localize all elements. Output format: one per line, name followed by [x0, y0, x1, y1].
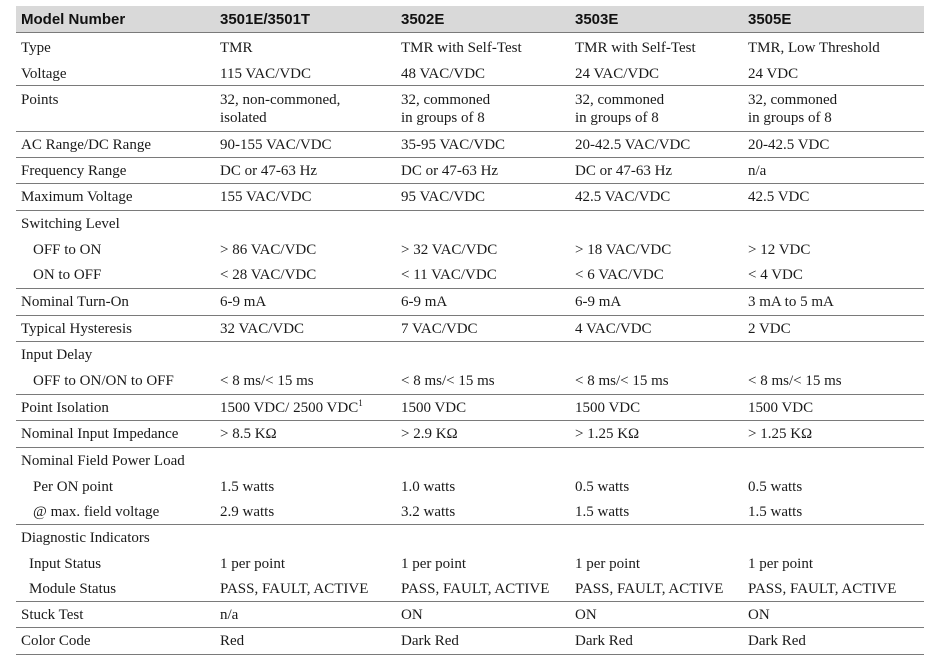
header-cell: 3505E [748, 11, 792, 28]
table-cell: 1 per point [401, 556, 466, 572]
table-body [16, 32, 924, 654]
table-cell: 42.5 VDC [748, 189, 810, 205]
table-cell: < 4 VDC [748, 267, 803, 283]
table-row [16, 447, 924, 524]
table-cell: PASS, FAULT, ACTIVE [220, 581, 369, 597]
table-cell: ON [401, 607, 423, 623]
table-cell: > 2.9 KΩ [401, 426, 458, 442]
table-cell: 24 VAC/VDC [575, 66, 660, 82]
table-cell: 32, commoned [575, 92, 665, 108]
table-cell: 2.9 watts [220, 504, 275, 520]
table-cell: TMR with Self-Test [401, 40, 522, 56]
row-label: Switching Level [21, 216, 120, 232]
row-label: ON to OFF [33, 267, 102, 283]
table-cell: TMR [220, 40, 253, 56]
row-label: Nominal Field Power Load [21, 453, 185, 469]
table-row [16, 341, 924, 394]
row-label: Typical Hysteresis [21, 321, 133, 337]
table-cell: Dark Red [575, 633, 633, 649]
table-cell: 1 per point [220, 556, 285, 572]
table-row [16, 85, 924, 131]
table-cell: ON [575, 607, 597, 623]
table-row [16, 210, 924, 288]
table-cell: > 86 VAC/VDC [220, 242, 317, 258]
table-cell: 1 per point [748, 556, 813, 572]
table-cell: TMR with Self-Test [575, 40, 696, 56]
table-cell: 0.5 watts [748, 479, 803, 495]
table-cell: 155 VAC/VDC [220, 189, 312, 205]
table-cell: 35-95 VAC/VDC [401, 137, 506, 153]
table-row [16, 183, 924, 210]
table-cell: < 8 ms/< 15 ms [401, 373, 495, 389]
row-label: Color Code [21, 633, 91, 649]
table-cell: 3 mA to 5 mA [748, 294, 834, 310]
table-cell: 115 VAC/VDC [220, 66, 311, 82]
table-cell: 20-42.5 VAC/VDC [575, 137, 691, 153]
row-label: AC Range/DC Range [21, 137, 151, 153]
table-cell: < 8 ms/< 15 ms [220, 373, 314, 389]
table-row [16, 288, 924, 315]
table-cell: < 6 VAC/VDC [575, 267, 664, 283]
row-label: Diagnostic Indicators [21, 530, 150, 546]
row-label: Voltage [21, 66, 67, 82]
table-cell: 95 VAC/VDC [401, 189, 486, 205]
table-cell: 4 VAC/VDC [575, 321, 652, 337]
table-cell: 1.0 watts [401, 479, 456, 495]
row-label: Point Isolation [21, 400, 109, 416]
table-cell: > 1.25 KΩ [575, 426, 640, 442]
table-cell: 0.5 watts [575, 479, 630, 495]
table-cell: 1500 VDC/ 2500 VDC$^1$ [220, 398, 363, 416]
table-cell: 24 VDC [748, 66, 799, 82]
table-cell: n/a [748, 163, 767, 179]
header-cell: 3502E [401, 11, 445, 28]
table-cell: Dark Red [748, 633, 806, 649]
table-cell: 3.2 watts [401, 504, 456, 520]
table-cell: TMR, Low Threshold [748, 40, 880, 56]
table-cell: 90-155 VAC/VDC [220, 137, 332, 153]
table-row [16, 131, 924, 157]
table-cell: DC or 47-63 Hz [220, 163, 318, 179]
table-cell: PASS, FAULT, ACTIVE [748, 581, 897, 597]
table-cell: 1.5 watts [220, 479, 275, 495]
table-cell: 1.5 watts [748, 504, 803, 520]
table-cell: 6-9 mA [575, 294, 622, 310]
table-row [16, 524, 924, 601]
table-cell: 7 VAC/VDC [401, 321, 478, 337]
table-cell: > 1.25 KΩ [748, 426, 813, 442]
table-row [16, 420, 924, 447]
table-cell: 1 per point [575, 556, 640, 572]
table-cell: PASS, FAULT, ACTIVE [401, 581, 550, 597]
table-cell: 20-42.5 VDC [748, 137, 830, 153]
table-cell: > 12 VDC [748, 242, 811, 258]
table-row [16, 315, 924, 341]
table-cell: 42.5 VAC/VDC [575, 189, 671, 205]
table-cell: 32, commoned [401, 92, 491, 108]
row-label: Points [21, 92, 59, 108]
table-cell: < 11 VAC/VDC [401, 267, 497, 283]
table-cell: > 32 VAC/VDC [401, 242, 498, 258]
table-cell: 6-9 mA [220, 294, 267, 310]
row-label: Maximum Voltage [21, 189, 133, 205]
row-label: Stuck Test [21, 607, 84, 623]
table-cell: in groups of 8 [401, 110, 485, 126]
row-label: Per ON point [33, 479, 113, 495]
table-cell: 1500 VDC [401, 400, 467, 416]
table-cell: PASS, FAULT, ACTIVE [575, 581, 724, 597]
row-label: Input Status [29, 556, 102, 572]
spec-table [16, 6, 924, 654]
table-row [16, 32, 924, 85]
table-cell: 48 VAC/VDC [401, 66, 486, 82]
table-cell: isolated [220, 110, 267, 126]
header-cell: Model Number [21, 11, 126, 28]
table-header [16, 6, 924, 32]
table-row [16, 394, 924, 420]
row-label: Frequency Range [21, 163, 127, 179]
table-cell: < 8 ms/< 15 ms [575, 373, 669, 389]
row-label: Module Status [29, 581, 117, 597]
table-row [16, 627, 924, 654]
table-cell: n/a [220, 607, 239, 623]
table-cell: 1.5 watts [575, 504, 630, 520]
row-label: Nominal Input Impedance [21, 426, 179, 442]
table-row [16, 601, 924, 627]
table-cell: in groups of 8 [575, 110, 659, 126]
table-cell: 32, commoned [748, 92, 838, 108]
table-cell: 1500 VDC [748, 400, 814, 416]
table-cell: DC or 47-63 Hz [401, 163, 499, 179]
table-cell: 2 VDC [748, 321, 791, 337]
row-label: OFF to ON [33, 242, 102, 258]
row-label: Input Delay [21, 347, 93, 363]
table-cell: ON [748, 607, 770, 623]
table-cell: Dark Red [401, 633, 459, 649]
table-row [16, 157, 924, 183]
header-cell: 3501E/3501T [220, 11, 311, 28]
table-cell: < 28 VAC/VDC [220, 267, 317, 283]
row-label: Nominal Turn-On [21, 294, 129, 310]
header-cell: 3503E [575, 11, 619, 28]
table-cell: 1500 VDC [575, 400, 641, 416]
table-cell: 32, non-commoned, [220, 92, 341, 108]
table-cell: Red [220, 633, 245, 649]
row-label: OFF to ON/ON to OFF [33, 373, 174, 389]
row-label: Type [21, 40, 51, 56]
table-cell: 32 VAC/VDC [220, 321, 305, 337]
table-cell: > 18 VAC/VDC [575, 242, 672, 258]
table-cell: in groups of 8 [748, 110, 832, 126]
row-label: @ max. field voltage [33, 504, 160, 520]
table-cell: 6-9 mA [401, 294, 448, 310]
table-cell: DC or 47-63 Hz [575, 163, 673, 179]
table-cell: < 8 ms/< 15 ms [748, 373, 842, 389]
table-cell: > 8.5 KΩ [220, 426, 277, 442]
footnote-marker: 1 [358, 398, 363, 408]
